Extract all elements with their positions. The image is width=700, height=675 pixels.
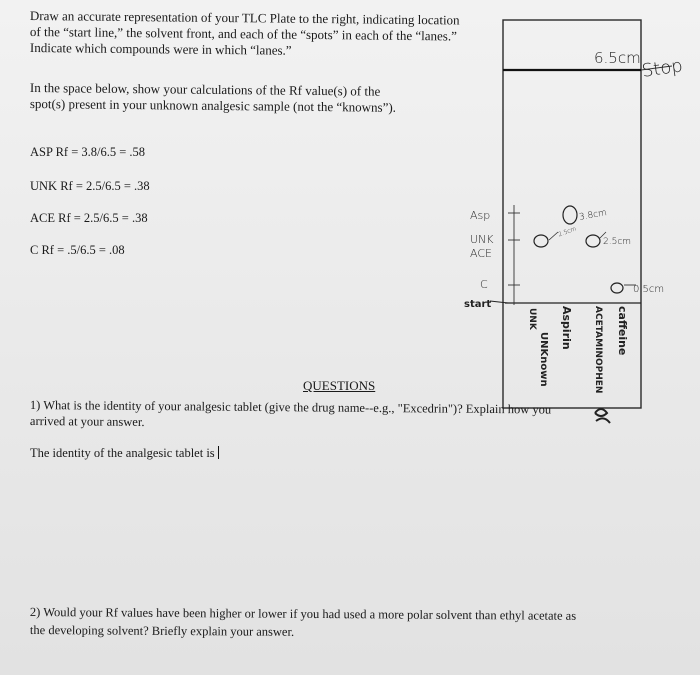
- space-text-line-1: In the space below, show your calculations of the Rf value(s) of the: [29, 80, 381, 99]
- leader-unknown: [549, 232, 558, 240]
- question-2-line-1: 2) Would your Rf values have been higher or lower if you had used a more polar solvent than ethyl acetate as: [29, 605, 577, 623]
- instructions-line-3: Indicate which compounds were in which “lanes.”: [29, 40, 292, 58]
- front-distance-label: 6.5cm: [594, 49, 641, 67]
- spot-distance-asp: 3.8cm: [578, 208, 608, 223]
- calc-acetaminophen: ACE Rf = 2.5/6.5 = .38: [30, 211, 148, 225]
- spot-unknown: [534, 235, 548, 247]
- text-cursor: [218, 446, 219, 459]
- spot-distance-ace: 2.5cm: [603, 237, 632, 247]
- answer-1-field[interactable]: [30, 446, 219, 461]
- lane-label-acetaminophen: ACETAMINOPHEN: [593, 306, 603, 394]
- spot-caffeine: [611, 283, 623, 293]
- row-label-c: C: [480, 278, 488, 291]
- spot-aspirin: [563, 206, 577, 224]
- spot-distance-c: 0.5cm: [633, 284, 665, 295]
- questions-heading: QUESTIONS: [303, 378, 376, 393]
- calc-caffeine: C Rf = .5/6.5 = .08: [30, 243, 125, 257]
- instructions-line-1: Draw an accurate representation of your TLC Plate to the right, indicating location: [29, 8, 460, 28]
- space-text-line-2: spot(s) present in your unknown analgesic sample (not the “knowns”).: [29, 96, 397, 115]
- lane-label-caffeine: caffeine: [616, 306, 629, 356]
- question-2-line-2: the developing solvent? Briefly explain your answer.: [29, 623, 295, 639]
- question-1-line-2: arrived at your answer.: [29, 414, 145, 429]
- spot-distance-unk: 2.5cm: [557, 225, 578, 239]
- lane-label-aspirin: Aspirin: [560, 306, 573, 350]
- calc-unknown: UNK Rf = 2.5/6.5 = .38: [30, 179, 150, 193]
- lane-label-unknown: UNKnown: [538, 332, 549, 387]
- spot-acetaminophen: [586, 235, 600, 247]
- lane-label-unk-short: UNK: [527, 308, 537, 330]
- row-label-unk: UNK: [470, 233, 494, 246]
- scribble-mark: [595, 409, 610, 423]
- question-1-line-1: 1) What is the identity of your analgesic tablet (give the drug name--e.g., "Excedrin")? Explain how you: [29, 398, 552, 417]
- start-label: start: [464, 299, 492, 310]
- stop-label: Stop: [640, 55, 685, 82]
- instructions-line-2: of the “start line,” the solvent front, and each of the “spots” in each of the “lanes.”: [29, 24, 458, 44]
- row-label-asp: Asp: [470, 209, 491, 222]
- answer-prompt: The identity of the analgesic tablet is: [30, 446, 215, 460]
- row-label-ace: ACE: [470, 247, 492, 260]
- calc-aspirin: ASP Rf = 3.8/6.5 = .58: [30, 145, 146, 159]
- start-line-tick: [490, 301, 508, 303]
